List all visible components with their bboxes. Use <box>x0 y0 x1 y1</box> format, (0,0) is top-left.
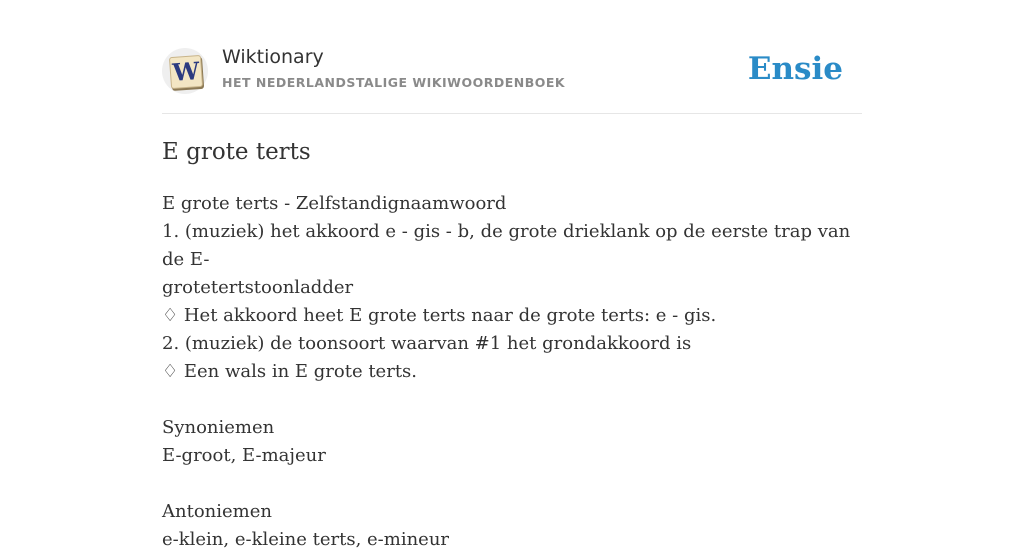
synonyms-list: E-groot, E-majeur <box>162 445 326 466</box>
wiktionary-logo-icon: W <box>169 55 203 89</box>
example-line-1: ♢ Het akkoord heet E grote terts naar de grote terts: e - gis. <box>162 305 717 326</box>
definition-line-1: 1. (muziek) het akkoord e - gis - b, de grote drieklank op de eerste trap van de E- <box>162 221 851 270</box>
blank-line <box>162 470 862 498</box>
ensie-brand-logo[interactable]: Ensie <box>747 51 843 87</box>
blank-line <box>162 386 862 414</box>
site-name[interactable]: Wiktionary <box>222 46 324 68</box>
site-tagline: HET NEDERLANDSTALIGE WIKIWOORDENBOEK <box>222 75 566 90</box>
entry-heading-line: E grote terts - Zelfstandignaamwoord <box>162 193 507 214</box>
example-line-2: ♢ Een wals in E grote terts. <box>162 361 418 382</box>
page-title: E grote terts <box>162 139 311 165</box>
site-header <box>162 46 862 114</box>
antonyms-list: e-klein, e-kleine terts, e-mineur <box>162 529 450 550</box>
synonyms-heading: Synoniemen <box>162 417 275 438</box>
wiktionary-logo[interactable] <box>162 48 208 94</box>
definition-line-2: 2. (muziek) de toonsoort waarvan #1 het grondakkoord is <box>162 333 692 354</box>
definition-line-1-cont: grotetertstoonladder <box>162 277 354 298</box>
definition-content <box>162 190 862 554</box>
antonyms-heading: Antoniemen <box>162 501 272 522</box>
